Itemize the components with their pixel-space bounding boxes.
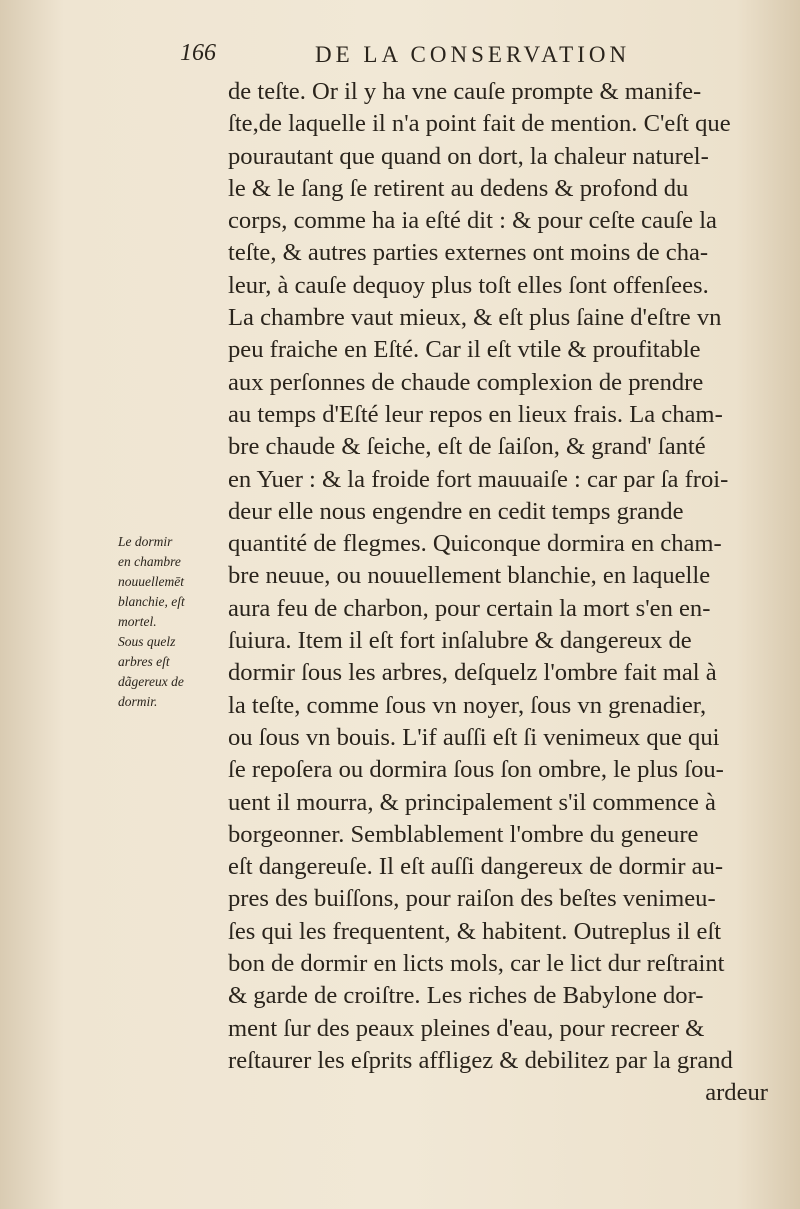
text-line: peu fraiche en Eſté. Car il eſt vtile & proufitable bbox=[228, 336, 701, 364]
text-line: deur elle nous engendre en cedit temps grande bbox=[228, 497, 684, 525]
text-line: ſte,de laquelle il n'a point fait de mention. C'eſt que bbox=[228, 110, 731, 138]
margin-note-line: dãgereux de bbox=[118, 674, 184, 689]
catchword: ardeur bbox=[705, 1079, 768, 1107]
text-line: eſt dangereuſe. Il eſt auſſi dangereux de dormir au- bbox=[228, 853, 724, 881]
text-line: uent il mourra, & principalement s'il commence à bbox=[228, 788, 716, 816]
margin-note-line: Sous quelz bbox=[118, 634, 176, 649]
text-line: la teſte, comme ſous vn noyer, ſous vn grenadier, bbox=[228, 691, 707, 719]
margin-note-line: arbres eſt bbox=[118, 654, 170, 669]
text-line: teſte, & autres parties externes ont moins de cha- bbox=[228, 239, 709, 267]
margin-note-line: nouuellemēt bbox=[118, 574, 184, 589]
margin-note-line: Le dormir bbox=[118, 534, 173, 549]
text-line: de teſte. Or il y ha vne cauſe prompte & manife- bbox=[228, 78, 702, 105]
text-line: ſuiura. Item il eſt fort inſalubre & dangereux de bbox=[228, 627, 692, 655]
margin-note-line: mortel. bbox=[118, 614, 157, 629]
text-line: au temps d'Eſté leur repos en lieux frais. La cham- bbox=[228, 400, 723, 428]
margin-note-line: blanchie, eſt bbox=[118, 594, 185, 609]
text-line: le & le ſang ſe retirent au dedens & profond du bbox=[228, 174, 689, 202]
running-title: DE LA CONSERVATION bbox=[315, 42, 631, 67]
text-line: La chambre vaut mieux, & eſt plus ſaine d'eſtre vn bbox=[228, 304, 722, 332]
text-line: quantité de flegmes. Quiconque dormira en cham- bbox=[228, 530, 722, 558]
text-line: pres des buiſſons, pour raiſon des beſtes venimeu- bbox=[228, 885, 716, 913]
page-header bbox=[180, 40, 760, 80]
text-line: borgeonner. Semblablement l'ombre du geneure bbox=[228, 820, 699, 848]
margin-note-line: en chambre bbox=[118, 554, 181, 569]
text-line: bre neuue, ou nouuellement blanchie, en laquelle bbox=[228, 562, 711, 590]
page-number: 166 bbox=[180, 40, 216, 66]
margin-note bbox=[118, 532, 224, 712]
text-line: aux perſonnes de chaude complexion de prendre bbox=[228, 368, 704, 396]
text-line: bon de dormir en licts mols, car le lict dur reſtraint bbox=[228, 950, 725, 978]
text-line: ſes qui les frequentent, & habitent. Outreplus il eſt bbox=[228, 917, 722, 945]
main-text-block bbox=[228, 76, 794, 1110]
text-line: ou ſous vn bouis. L'if auſſi eſt ſi venimeux que qui bbox=[228, 723, 720, 751]
text-line: en Yuer : & la froide fort mauuaiſe : car par ſa froi- bbox=[228, 465, 729, 493]
text-line: aura feu de charbon, pour certain la mort s'en en- bbox=[228, 594, 711, 622]
text-line: leur, à cauſe dequoy plus toſt elles ſont offenſees. bbox=[228, 271, 709, 299]
text-line: pourautant que quand on dort, la chaleur naturel- bbox=[228, 142, 709, 170]
text-line: & garde de croiſtre. Les riches de Babylone dor- bbox=[228, 982, 704, 1010]
text-line: reſtaurer les eſprits affligez & debilitez par la grand bbox=[228, 1046, 733, 1074]
text-line: ment ſur des peaux pleines d'eau, pour recreer & bbox=[228, 1014, 705, 1042]
margin-note-line: dormir. bbox=[118, 694, 158, 709]
text-line: ſe repoſera ou dormira ſous ſon ombre, le plus ſou- bbox=[228, 756, 724, 784]
text-line: corps, comme ha ia eſté dit : & pour ceſte cauſe la bbox=[228, 207, 717, 235]
text-line: dormir ſous les arbres, deſquelz l'ombre fait mal à bbox=[228, 659, 717, 687]
text-line: bre chaude & ſeiche, eſt de ſaiſon, & grand' ſanté bbox=[228, 433, 706, 461]
